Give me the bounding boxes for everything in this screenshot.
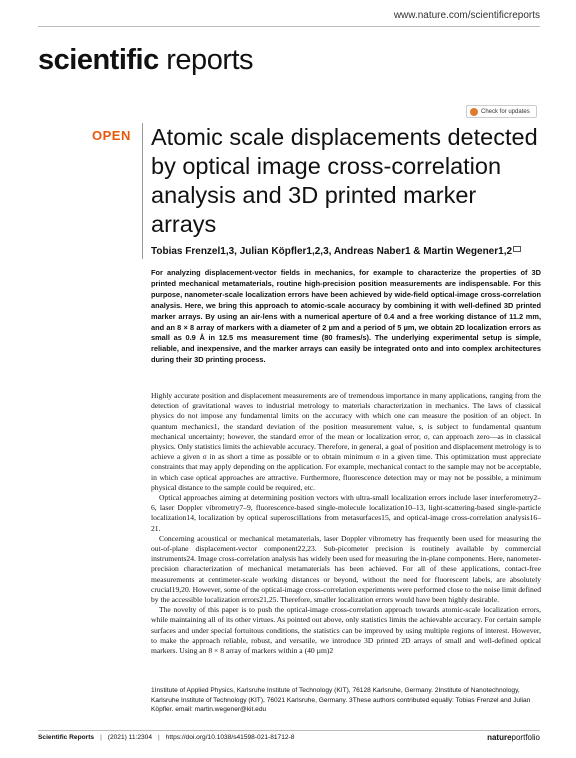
logo-light: reports [158,44,254,76]
article-title: Atomic scale displacements detected by optical image cross-correlation analysis and 3D printed marker arrays [151,124,538,237]
publisher-logo [487,733,540,742]
footer-journal: Scientific Reports [38,734,95,741]
footer-doi-link[interactable]: https://doi.org/10.1038/s41598-021-81712-8 [165,734,295,741]
header-divider [38,26,540,27]
check-for-updates-button[interactable] [466,105,537,118]
body-paragraph: Optical approaches aiming at determining position vectors with ultra-small localization errors include laser interferometry2–6, laser Doppler vibrometry7–9, fluorescence-based single-molecule localization10–13, light-scattering-based single-particle localization14, localization by optical superoscillations from metasurfaces15, and optical-image cross-correlation analysis16–21. [151,493,541,533]
check-updates-label: Check for updates [481,108,530,115]
abstract: For analyzing displacement-vector fields in mechanics, for example to characterize the properties of 3D printed mechanical metamaterials, routine high-precision position measurements are indispensable. For this purpose, nanometer-scale localization errors have been achieved by wide-field optical-image cross-correlation analysis. Here, we bring this approach to atomic-scale accuracy by combining it with well-defined 3D printed marker arrays. By using an air-lens with a numerical aperture of 0.4 and a free working distance of 11.2 mm, and an 8 × 8 array of markers with a diameter of 2 µm and a period of 5 µm, we obtain 2D localization errors as small as 0.9 Å in 12.5 ms measurement time (80 frames/s). The underlying experimental setup is simple, reliable, and inexpensive, and the marker arrays can easily be integrated onto and into complex architectures during their 3D printing process. [151,268,541,365]
publisher-light: portfolio [511,733,540,742]
body-paragraph: Highly accurate position and displacement measurements are of tremendous importance in many applications, ranging from the detection of gravitational waves to industrial metrology to materials characterization in mechanics. The laws of classical physics do not impose any fundamental limits on the accuracy with which one can measure the position of an object. In quantum mechanics1, the standard deviation of the position measurement value, s, is subject to fundamental quantum mechanical uncertainty; however, the standard error of the mean or localization error, σ, can approach zero—as in classical physics. Only statistics limits the achievable accuracy. Therefore, in general, a goal of position and displacement metrology is to achieve a given σ in as short a time as possible or to obtain minimum σ in a given time. This optimization must appreciate constraints that may apply depending on the application. For example, mechanical contact to the sample may not be acceptable, in which case optical approaches are attractive. Furthermore, fluorescence detection may or may not be possible, a minimum physical distance to the sample could be required, etc. [151,391,541,492]
author-list [151,246,541,257]
footer-divider [38,730,540,731]
body-paragraph: Concerning acoustical or mechanical metamaterials, laser Doppler vibrometry has frequently been used for measuring the out-of-plane displacement-vector component22,23. Sub-picometer precision is routinely available by commercial instruments24. Image cross-correlation analysis has widely been used for measuring the in-plane components. Here, nanometer-precision characterization of mechanical metamaterials has been achieved. For all of these applications, contact-free measurements at centimeter-scale working distances or beyond, without the need for fluorescent labels, are absolutely crucial19,20. However, some of the optical-image cross-correlation experiments were performed close to the noise limit defined by the accessible localization errors21,25. Therefore, smaller localization errors would have been highly desirable. [151,533,541,605]
author-names: Tobias Frenzel1,3, Julian Köpfler1,2,3, Andreas Naber1 & Martin Wegener1,2 [151,246,513,257]
body-paragraph: The novelty of this paper is to push the optical-image cross-correlation approach towards atomic-scale localization errors, while maintaining all of its other virtues. As pointed out above, only statistics limits the achievable accuracy. For certain sample surfaces and under special fortuitous conditions, the statistics can be improved by using multiple regions of interest. However, to make the approach reliable, robust, and versatile, we introduce 3D printed 2D arrays of small and well-defined optical markers. Using an 8 × 8 array of markers within a (40 µm)2 [151,605,541,656]
page-footer [38,733,540,742]
journal-url[interactable]: www.nature.com/scientificreports [393,10,540,21]
footer-separator: | [100,734,102,741]
update-icon [470,108,478,116]
article-body [151,391,541,656]
email-icon[interactable] [513,246,521,252]
open-access-label: OPEN [92,128,131,143]
footer-separator: | [158,734,160,741]
publisher-bold: nature [487,733,512,742]
journal-logo [38,46,253,75]
logo-bold: scientific [38,44,159,76]
title-rule [142,123,143,259]
affiliations: 1Institute of Applied Physics, Karlsruhe Institute of Technology (KIT), 76128 Karlsruhe, Germany. 2Institute of Nanotechnology, Karlsruhe Institute of Technology (KIT), 76021 Karlsruhe, Germany. 3These authors contributed equally: Tobias Frenzel and Julian Köpfler. email: martin.wegener@kit.edu [151,687,531,714]
footer-citation: (2021) 11:2304 [107,734,153,741]
